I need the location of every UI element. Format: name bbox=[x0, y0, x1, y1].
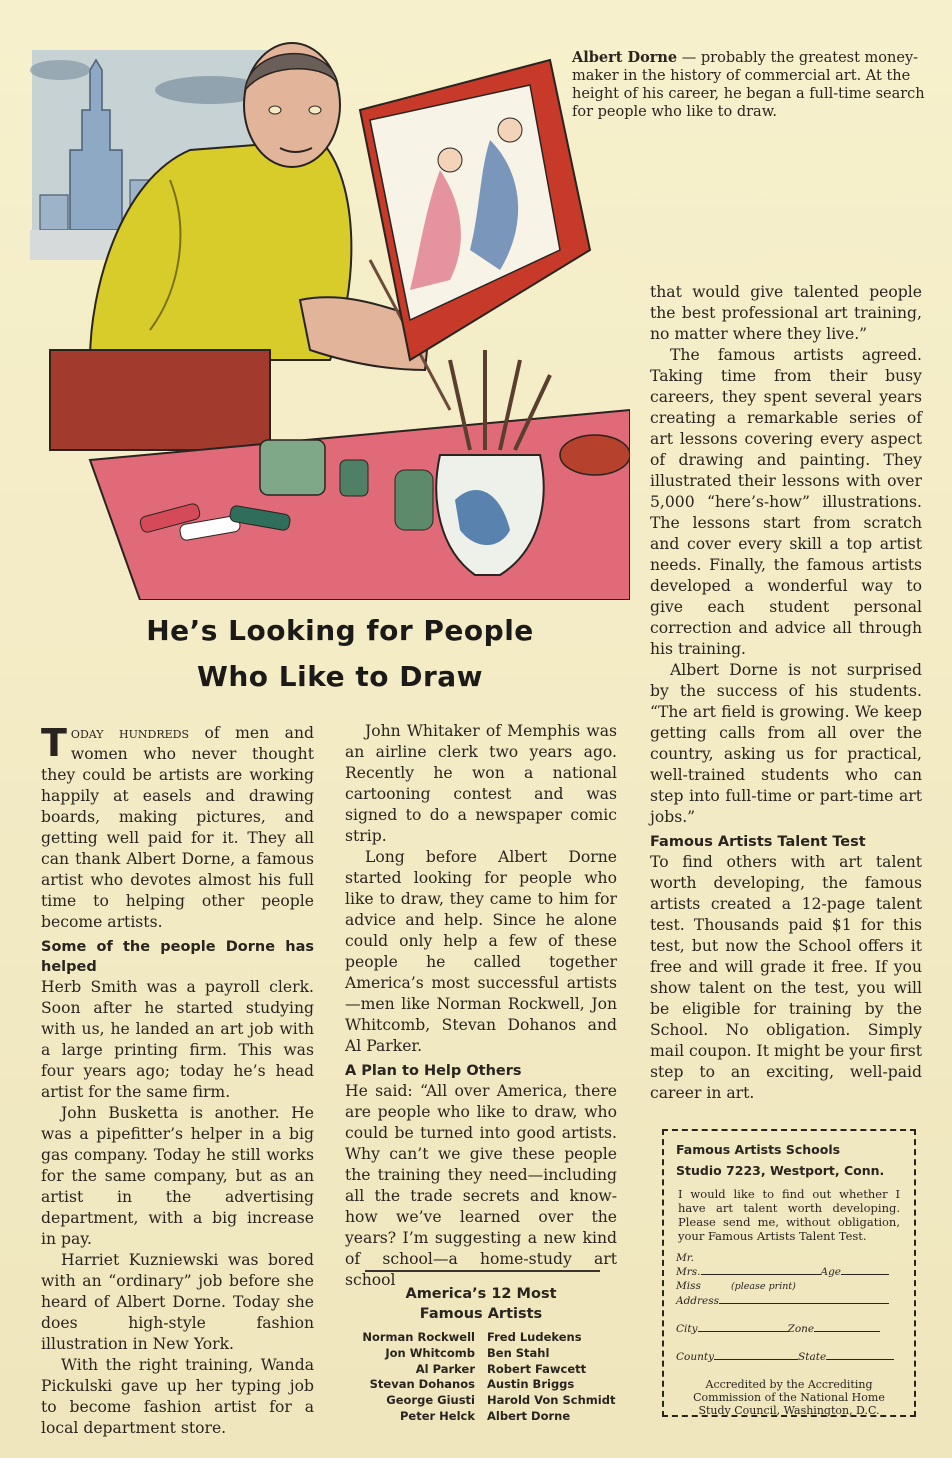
column-2 bbox=[345, 721, 617, 1291]
paragraph-kuzniewski: Harriet Kuzniewski was bored with an “ordinary” job before she heard of Albert Dorne. Today she does high-style fashion illustration in New York. bbox=[41, 1251, 314, 1353]
artist-name: Fred Ludekens bbox=[487, 1330, 582, 1344]
caption-text: — probably the greatest money-maker in the history of commercial art. At the height of his career, he began a full-time search for people who like to draw. bbox=[572, 50, 925, 120]
section-heading-helped: Some of the people Dorne has helped bbox=[41, 939, 314, 975]
photo-caption bbox=[572, 49, 942, 121]
divider bbox=[365, 1270, 600, 1272]
coupon-studio: Studio 7223, Westport, Conn. bbox=[676, 1163, 885, 1178]
artist-name: Norman Rockwell bbox=[362, 1330, 475, 1344]
artist-name: Stevan Dohanos bbox=[369, 1377, 475, 1392]
field-address[interactable]: Address bbox=[676, 1294, 902, 1308]
county-line[interactable] bbox=[714, 1359, 798, 1360]
intro-rest: of men and women who never thought they could be artists are working happily at easels and drawing boards, making pictures, and getting well paid for it. They all can thank Albert Dorne, a famous artist who devotes almost his full time to helping other people become artists. bbox=[41, 724, 314, 931]
name-line[interactable] bbox=[701, 1274, 821, 1275]
field-city-zone[interactable]: City Zone bbox=[676, 1322, 902, 1336]
famous-title-1: America’s 12 Most bbox=[405, 1286, 557, 1302]
field-miss[interactable]: Miss (please print) bbox=[676, 1280, 796, 1292]
address-line[interactable] bbox=[719, 1303, 889, 1304]
artist-name: Jon Whitcomb bbox=[385, 1345, 475, 1360]
artist-name: Ben Stahl bbox=[487, 1345, 550, 1360]
zone-line[interactable] bbox=[814, 1331, 880, 1332]
field-mr[interactable]: Mr. bbox=[676, 1252, 694, 1264]
artist-illustration bbox=[30, 30, 630, 600]
coupon-accreditation: Accredited by the Accrediting Commission of the National Home Study Council, Washington, D.C. bbox=[693, 1378, 885, 1417]
paragraph-busketta: John Busketta is another. He was a pipefitter’s helper in a big gas company. Today he still works for the same company, but as an artist in the advertising department, with a big increase in pay. bbox=[41, 1104, 314, 1248]
artist-name: Albert Dorne bbox=[487, 1408, 571, 1423]
intro-paragraph bbox=[41, 723, 314, 933]
drop-cap: T bbox=[41, 721, 67, 765]
caption-name: Albert Dorne bbox=[572, 49, 678, 66]
headline-line-2: Who Like to Draw bbox=[196, 660, 484, 693]
section-heading-plan: A Plan to Help Others bbox=[345, 1063, 522, 1079]
intro-lead: oday hundreds bbox=[70, 724, 189, 742]
coupon-school: Famous Artists Schools bbox=[676, 1142, 841, 1157]
paragraph-he-said: He said: “All over America, there are people who like to draw, who could be turned into good artists. Why can’t we give these people the training they need—including all the trade secrets and know-how we’ve learned over the years? I’m suggesting a new kind of school—a home-study art school bbox=[345, 1082, 617, 1289]
field-mrs-age[interactable]: Mrs. Age bbox=[676, 1265, 902, 1279]
paragraph-talent-test: To find others with art talent worth developing, the famous artists created a 12-page talent test. Thousands paid $1 for this test, but now the School offers it free and will grade it free. If you show talent on the test, you will be eligible for training by the School. No obligation. Simply mail coupon. It might be your first step to an exciting, well-paid career in art. bbox=[650, 853, 922, 1102]
paragraph-long-before: Long before Albert Dorne started looking for people who like to draw, they came to him for advice and help. Since he alone could only help a few of these people he called together America’s most successful artists —men like Norman Rockwell, Jon Whitcomb, Stevan Dohanos and Al Parker. bbox=[345, 848, 617, 1055]
paragraph-not-surprised: Albert Dorne is not surprised by the success of his students. “The art field is growing. We keep getting calls from all over the country, asking us for practical, well-trained students who can step into full-time or part-time art jobs.” bbox=[650, 661, 922, 826]
artist-name: Harold Von Schmidt bbox=[487, 1393, 616, 1408]
coupon-body: I would like to find out whether I have art talent worth developing. Please send me, without obligation, your Famous Artists Talent Test. bbox=[678, 1187, 900, 1243]
paragraph-artists-agreed: The famous artists agreed. Taking time from their busy careers, they spent several years creating a remarkable series of art lessons covering every aspect of drawing and painting. They illustrated their lessons with over 5,000 “here’s-how” illustrations. The lessons start from scratch and cover every skill a top artist needs. Finally, the famous artists developed a wonderful way to give each student personal correction and advice all through his training. bbox=[650, 346, 922, 658]
column-1 bbox=[41, 723, 314, 1439]
age-line[interactable] bbox=[841, 1274, 889, 1275]
artist-name: Austin Briggs bbox=[487, 1377, 575, 1392]
paragraph-whitaker: John Whitaker of Memphis was an airline clerk two years ago. Recently he won a national cartooning contest and was signed to do a newspaper comic strip. bbox=[345, 722, 617, 845]
section-heading-talent-test: Famous Artists Talent Test bbox=[650, 834, 866, 850]
headline-line-1: He’s Looking for People bbox=[146, 614, 534, 647]
mail-coupon[interactable] bbox=[662, 1129, 916, 1417]
state-line[interactable] bbox=[826, 1359, 894, 1360]
page-title bbox=[40, 608, 640, 700]
paragraph-pickulski: With the right training, Wanda Pickulski gave up her typing job to become fashion artist for a local department store. bbox=[41, 1356, 314, 1437]
city-line[interactable] bbox=[698, 1331, 788, 1332]
famous-artists-list bbox=[345, 1284, 617, 1425]
artist-name: Peter Helck bbox=[399, 1408, 475, 1423]
famous-title-2: Famous Artists bbox=[419, 1306, 543, 1322]
field-county-state[interactable]: County State bbox=[676, 1350, 902, 1364]
artist-name: Al Parker bbox=[415, 1361, 475, 1376]
artist-name: George Giusti bbox=[386, 1393, 475, 1408]
column-3 bbox=[650, 282, 922, 1104]
paragraph-continued: that would give talented people the best professional art training, no matter where they live.” bbox=[650, 283, 922, 343]
artist-names-grid bbox=[345, 1330, 617, 1425]
paragraph-herb-smith: Herb Smith was a payroll clerk. Soon after he started studying with us, he landed an art job with a large printing firm. This was four years ago; today he’s head artist for the same firm. bbox=[41, 978, 314, 1101]
artist-name: Robert Fawcett bbox=[487, 1361, 587, 1376]
